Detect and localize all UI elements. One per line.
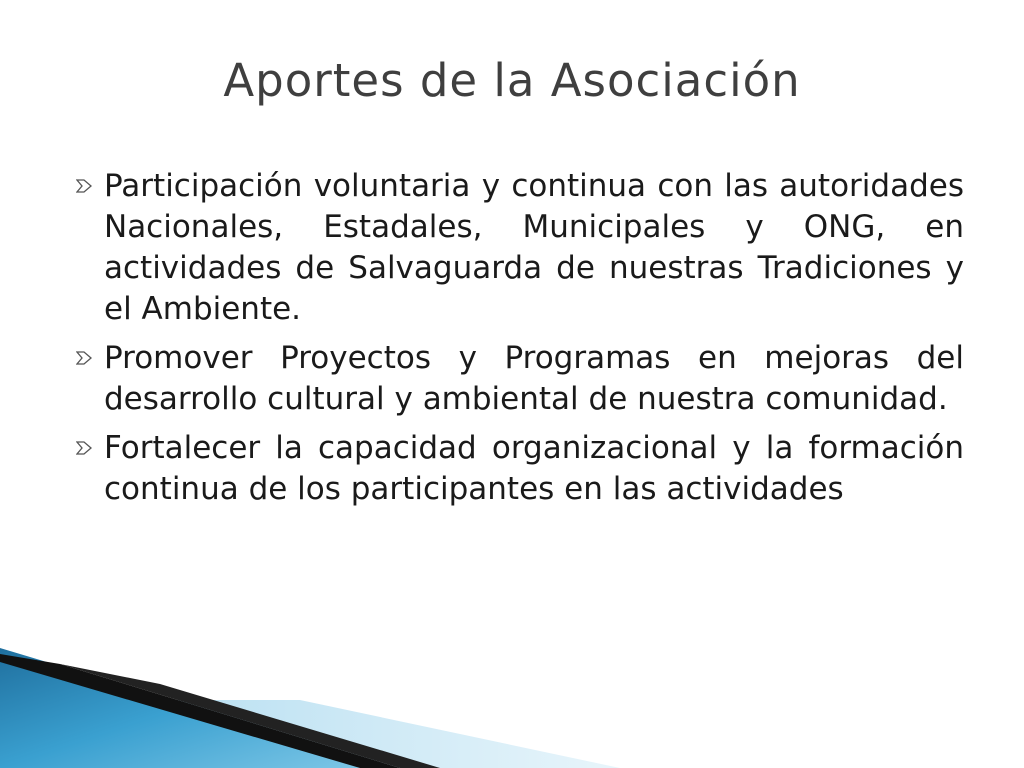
bullet-text: Participación voluntaria y continua con las autoridades Nacionales, Estadales, Municipales y ONG, en actividades de Salvaguarda de nuestras Tradiciones y el Ambiente.: [104, 168, 964, 327]
bullet-text: Fortalecer la capacidad organizacional y la formación continua de los participantes en las actividades: [104, 430, 964, 507]
slide-title: Aportes de la Asociación: [223, 54, 801, 107]
bullet-text: Promover Proyectos y Programas en mejoras del desarrollo cultural y ambiental de nuestra comunidad.: [104, 340, 964, 417]
